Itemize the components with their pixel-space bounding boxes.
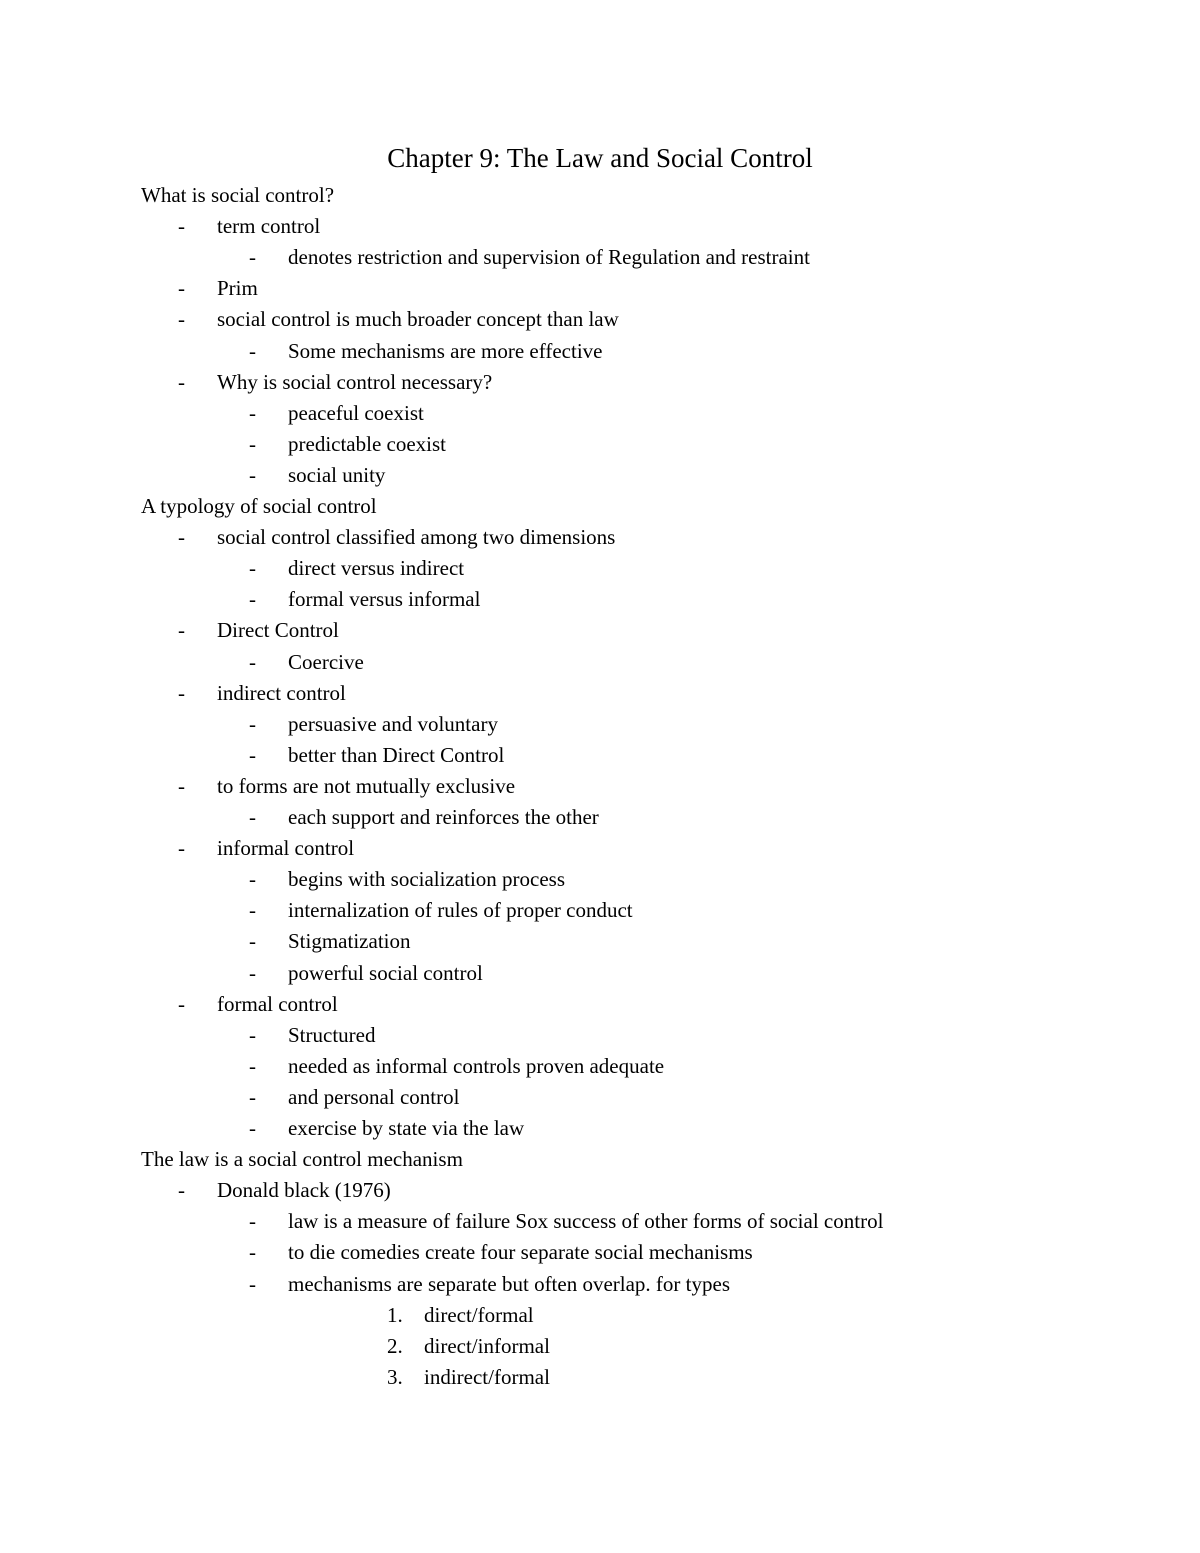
bullet-item-text: powerful social control <box>288 961 483 985</box>
bullet-dash: - <box>178 774 185 798</box>
bullet-dash: - <box>249 587 256 611</box>
bullet-dash: - <box>178 836 185 860</box>
bullet-item-text: social unity <box>288 463 386 487</box>
bullet-dash: - <box>178 1178 185 1202</box>
bullet-item-text: denotes restriction and supervision of Regulation and restraint <box>288 245 810 269</box>
numbered-list-item: indirect/formal <box>424 1365 550 1389</box>
bullet-dash: - <box>249 867 256 891</box>
numbered-list-item: direct/formal <box>424 1303 534 1327</box>
bullet-dash: - <box>249 432 256 456</box>
bullet-dash: - <box>178 618 185 642</box>
list-number: 2. <box>387 1334 403 1358</box>
bullet-item-text: social control classified among two dimensions <box>217 525 616 549</box>
bullet-item-text: mechanisms are separate but often overlap. for types <box>288 1272 730 1296</box>
bullet-dash: - <box>178 992 185 1016</box>
bullet-item-text: and personal control <box>288 1085 460 1109</box>
bullet-dash: - <box>249 1209 256 1233</box>
bullet-dash: - <box>178 525 185 549</box>
bullet-dash: - <box>249 401 256 425</box>
bullet-dash: - <box>249 339 256 363</box>
bullet-dash: - <box>249 463 256 487</box>
bullet-dash: - <box>249 743 256 767</box>
bullet-item-text: law is a measure of failure Sox success of other forms of social control <box>288 1209 884 1233</box>
bullet-dash: - <box>249 1116 256 1140</box>
bullet-dash: - <box>249 805 256 829</box>
bullet-item-text: Stigmatization <box>288 929 411 953</box>
bullet-dash: - <box>249 245 256 269</box>
bullet-item-text: formal control <box>217 992 338 1016</box>
numbered-list-item: direct/informal <box>424 1334 550 1358</box>
bullet-dash: - <box>249 1272 256 1296</box>
bullet-dash: - <box>178 681 185 705</box>
bullet-dash: - <box>249 556 256 580</box>
bullet-dash: - <box>249 961 256 985</box>
bullet-item-text: Prim <box>217 276 258 300</box>
bullet-dash: - <box>249 650 256 674</box>
bullet-dash: - <box>178 276 185 300</box>
bullet-item-text: begins with socialization process <box>288 867 566 891</box>
list-number: 3. <box>387 1365 403 1389</box>
bullet-item-text: better than Direct Control <box>288 743 505 767</box>
bullet-item-text: term control <box>217 214 321 238</box>
bullet-item-text: indirect control <box>217 681 346 705</box>
section-heading: What is social control? <box>141 183 335 207</box>
bullet-item-text: Structured <box>288 1023 376 1047</box>
bullet-item-text: peaceful coexist <box>288 401 424 425</box>
bullet-item-text: needed as informal controls proven adequate <box>288 1054 665 1078</box>
bullet-dash: - <box>249 898 256 922</box>
bullet-item-text: social control is much broader concept than law <box>217 307 619 331</box>
bullet-item-text: predictable coexist <box>288 432 447 456</box>
bullet-item-text: to forms are not mutually exclusive <box>217 774 516 798</box>
bullet-item-text: Coercive <box>288 650 364 674</box>
bullet-item-text: to die comedies create four separate social mechanisms <box>288 1240 753 1264</box>
page-title: Chapter 9: The Law and Social Control <box>387 143 813 173</box>
bullet-dash: - <box>178 214 185 238</box>
bullet-item-text: persuasive and voluntary <box>288 712 498 736</box>
bullet-item-text: Some mechanisms are more effective <box>288 339 603 363</box>
bullet-dash: - <box>249 1085 256 1109</box>
bullet-item-text: Why is social control necessary? <box>217 370 493 394</box>
bullet-item-text: direct versus indirect <box>288 556 465 580</box>
section-heading: A typology of social control <box>141 494 377 518</box>
bullet-item-text: Donald black (1976) <box>217 1178 391 1202</box>
bullet-dash: - <box>178 370 185 394</box>
bullet-item-text: internalization of rules of proper conduct <box>288 898 633 922</box>
bullet-dash: - <box>249 712 256 736</box>
bullet-dash: - <box>249 1054 256 1078</box>
bullet-item-text: exercise by state via the law <box>288 1116 525 1140</box>
section-heading: The law is a social control mechanism <box>141 1147 463 1171</box>
list-number: 1. <box>387 1303 403 1327</box>
bullet-dash: - <box>249 1023 256 1047</box>
bullet-dash: - <box>249 929 256 953</box>
bullet-item-text: Direct Control <box>217 618 339 642</box>
bullet-item-text: formal versus informal <box>288 587 481 611</box>
bullet-dash: - <box>249 1240 256 1264</box>
bullet-dash: - <box>178 307 185 331</box>
bullet-item-text: informal control <box>217 836 355 860</box>
bullet-item-text: each support and reinforces the other <box>288 805 599 829</box>
